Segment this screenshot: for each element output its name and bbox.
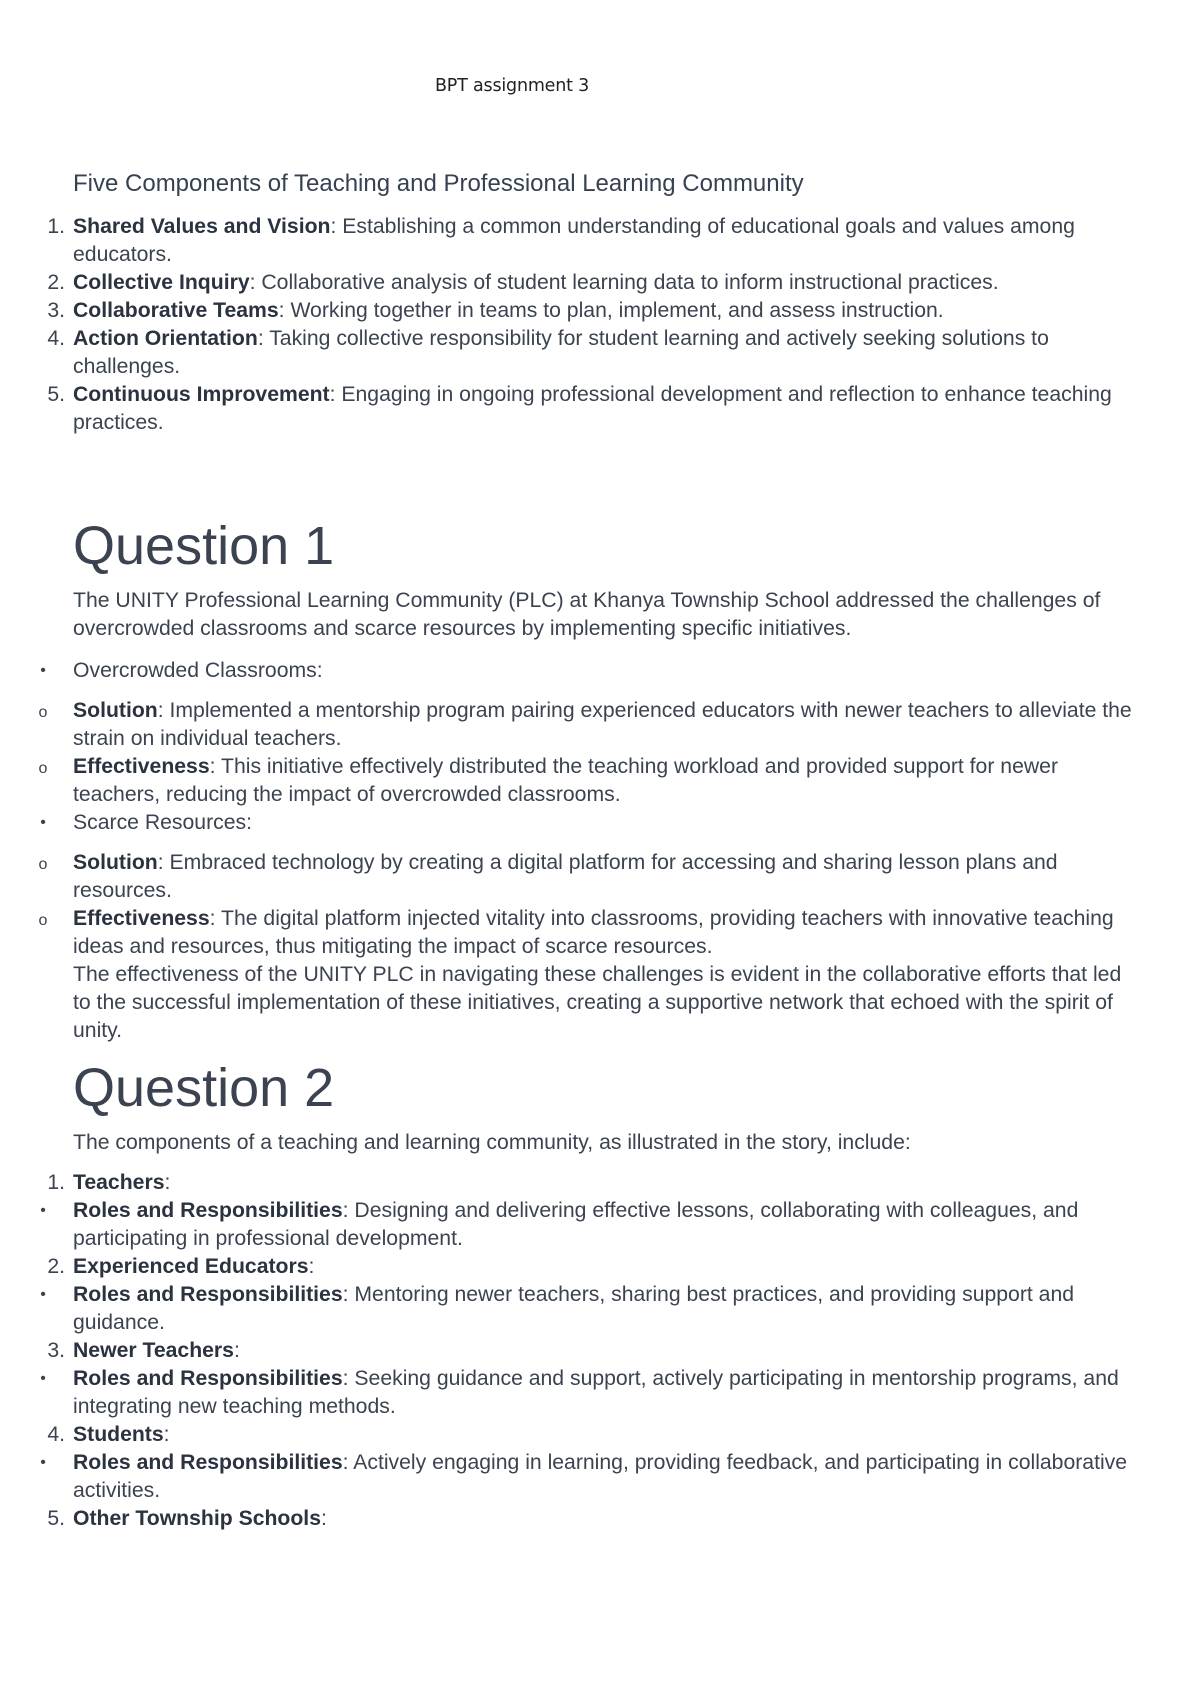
list-item <box>40 1281 1143 1337</box>
document-body <box>38 168 1143 1533</box>
item-term: Effectiveness <box>73 755 210 778</box>
circle-marker: o <box>38 912 48 929</box>
roles-term: Roles and Responsibilities <box>73 1451 343 1474</box>
item-text: : Taking collective responsibility for student learning and actively seeking solutions to challenges. <box>73 327 1049 378</box>
item-suffix: : <box>308 1255 315 1278</box>
list-item <box>47 1253 1143 1281</box>
list-item <box>47 381 1143 437</box>
list-number: 1. <box>47 1171 65 1194</box>
list-item <box>47 297 1143 325</box>
circle-marker: o <box>38 760 48 777</box>
item-term: Collaborative Teams <box>73 299 279 322</box>
roles-text: : Mentoring newer teachers, sharing best practices, and providing support and guidance. <box>73 1283 1075 1334</box>
list-item <box>38 905 1143 961</box>
circle-marker: o <box>38 856 48 873</box>
list-item <box>47 1337 1143 1365</box>
roles-term: Roles and Responsibilities <box>73 1283 343 1306</box>
item-term: Solution <box>73 851 158 874</box>
question-2-title: Question 2 <box>73 1058 335 1118</box>
list-item <box>38 697 1143 753</box>
roles-term: Roles and Responsibilities <box>73 1199 343 1222</box>
list-number: 4. <box>47 1423 65 1446</box>
list-item <box>40 809 1143 837</box>
item-suffix: : <box>320 1507 327 1530</box>
item-term: Effectiveness <box>73 907 210 930</box>
circle-marker: o <box>38 704 48 721</box>
bullet-marker: • <box>40 1202 46 1219</box>
list-number: 1. <box>47 215 65 238</box>
item-term: Shared Values and Vision <box>73 215 331 238</box>
list-number: 3. <box>47 299 65 322</box>
question-2-intro: The components of a teaching and learning community, as illustrated in the story, include: <box>73 1131 911 1154</box>
item-term: Newer Teachers <box>73 1339 234 1362</box>
bullet-marker: • <box>40 814 46 831</box>
question-1-title: Question 1 <box>73 516 335 576</box>
item-term: Collective Inquiry <box>73 271 250 294</box>
roles-text: : Designing and delivering effective lessons, collaborating with colleagues, and participating in professional development. <box>73 1199 1079 1250</box>
list-item <box>38 753 1143 809</box>
item-suffix: : <box>163 1423 170 1446</box>
list-item <box>47 1169 1143 1197</box>
question-2-section <box>40 1057 1143 1533</box>
question-1-section <box>38 515 1143 1045</box>
section-label: Overcrowded Classrooms: <box>73 659 323 682</box>
item-text: : This initiative effectively distributed the teaching workload and provided support for newer teachers, reducing the impact of overcrowded classrooms. <box>73 755 1058 806</box>
roles-term: Roles and Responsibilities <box>73 1367 343 1390</box>
section-label: Scarce Resources: <box>73 811 252 834</box>
bullet-marker: • <box>40 1454 46 1471</box>
list-number: 5. <box>47 1507 65 1530</box>
list-item <box>40 1197 1143 1253</box>
item-term: Solution <box>73 699 158 722</box>
list-number: 2. <box>47 271 65 294</box>
item-text: : Embraced technology by creating a digital platform for accessing and sharing lesson plans and resources. <box>73 851 1058 902</box>
bullet-marker: • <box>40 1286 46 1303</box>
item-text: : Establishing a common understanding of educational goals and values among educators. <box>73 215 1075 266</box>
item-suffix: : <box>233 1339 240 1362</box>
bullet-marker: • <box>40 662 46 679</box>
list-item <box>38 849 1143 905</box>
list-number: 4. <box>47 327 65 350</box>
bullet-marker: • <box>40 1370 46 1387</box>
item-text: : Collaborative analysis of student learning data to inform instructional practices. <box>249 271 999 294</box>
list-item <box>40 657 1143 685</box>
item-term: Other Township Schools <box>73 1507 321 1530</box>
components-list <box>47 213 1143 437</box>
roles-text: : Seeking guidance and support, actively participating in mentorship programs, and integrating new teaching methods. <box>73 1367 1119 1418</box>
item-term: Experienced Educators <box>73 1255 309 1278</box>
list-item <box>47 1505 1143 1533</box>
item-text: : The digital platform injected vitality into classrooms, providing teachers with innovative teaching ideas and resources, thus mitigating the impact of scarce resources. <box>73 907 1114 958</box>
item-text: : Implemented a mentorship program pairing experienced educators with newer teachers to alleviate the strain on individual teachers. <box>73 699 1132 750</box>
question-1-conclusion: The effectiveness of the UNITY PLC in navigating these challenges is evident in the collaborative efforts that led to the successful implementation of these initiatives, creating a supportive network that echoed with the spirit of unity. <box>73 963 1122 1042</box>
list-item <box>40 1449 1143 1505</box>
list-item <box>47 269 1143 297</box>
list-number: 5. <box>47 383 65 406</box>
item-term: Action Orientation <box>73 327 258 350</box>
question-1-intro: The UNITY Professional Learning Community (PLC) at Khanya Township School addressed the challenges of overcrowded classrooms and scarce resources by implementing specific initiatives. <box>73 589 1101 640</box>
roles-text: : Actively engaging in learning, providing feedback, and participating in collaborative activities. <box>73 1451 1128 1502</box>
list-item <box>47 213 1143 269</box>
list-item <box>47 325 1143 381</box>
item-suffix: : <box>164 1171 171 1194</box>
item-term: Teachers <box>73 1171 165 1194</box>
list-number: 3. <box>47 1339 65 1362</box>
item-term: Students <box>73 1423 164 1446</box>
item-text: : Engaging in ongoing professional development and reflection to enhance teaching practices. <box>73 383 1112 434</box>
list-item <box>40 1365 1143 1421</box>
item-term: Continuous Improvement <box>73 383 330 406</box>
item-text: : Working together in teams to plan, implement, and assess instruction. <box>278 299 944 322</box>
document-header: BPT assignment 3 <box>435 76 590 96</box>
list-item <box>47 1421 1143 1449</box>
intro-heading: Five Components of Teaching and Professional Learning Community <box>73 170 804 197</box>
list-number: 2. <box>47 1255 65 1278</box>
